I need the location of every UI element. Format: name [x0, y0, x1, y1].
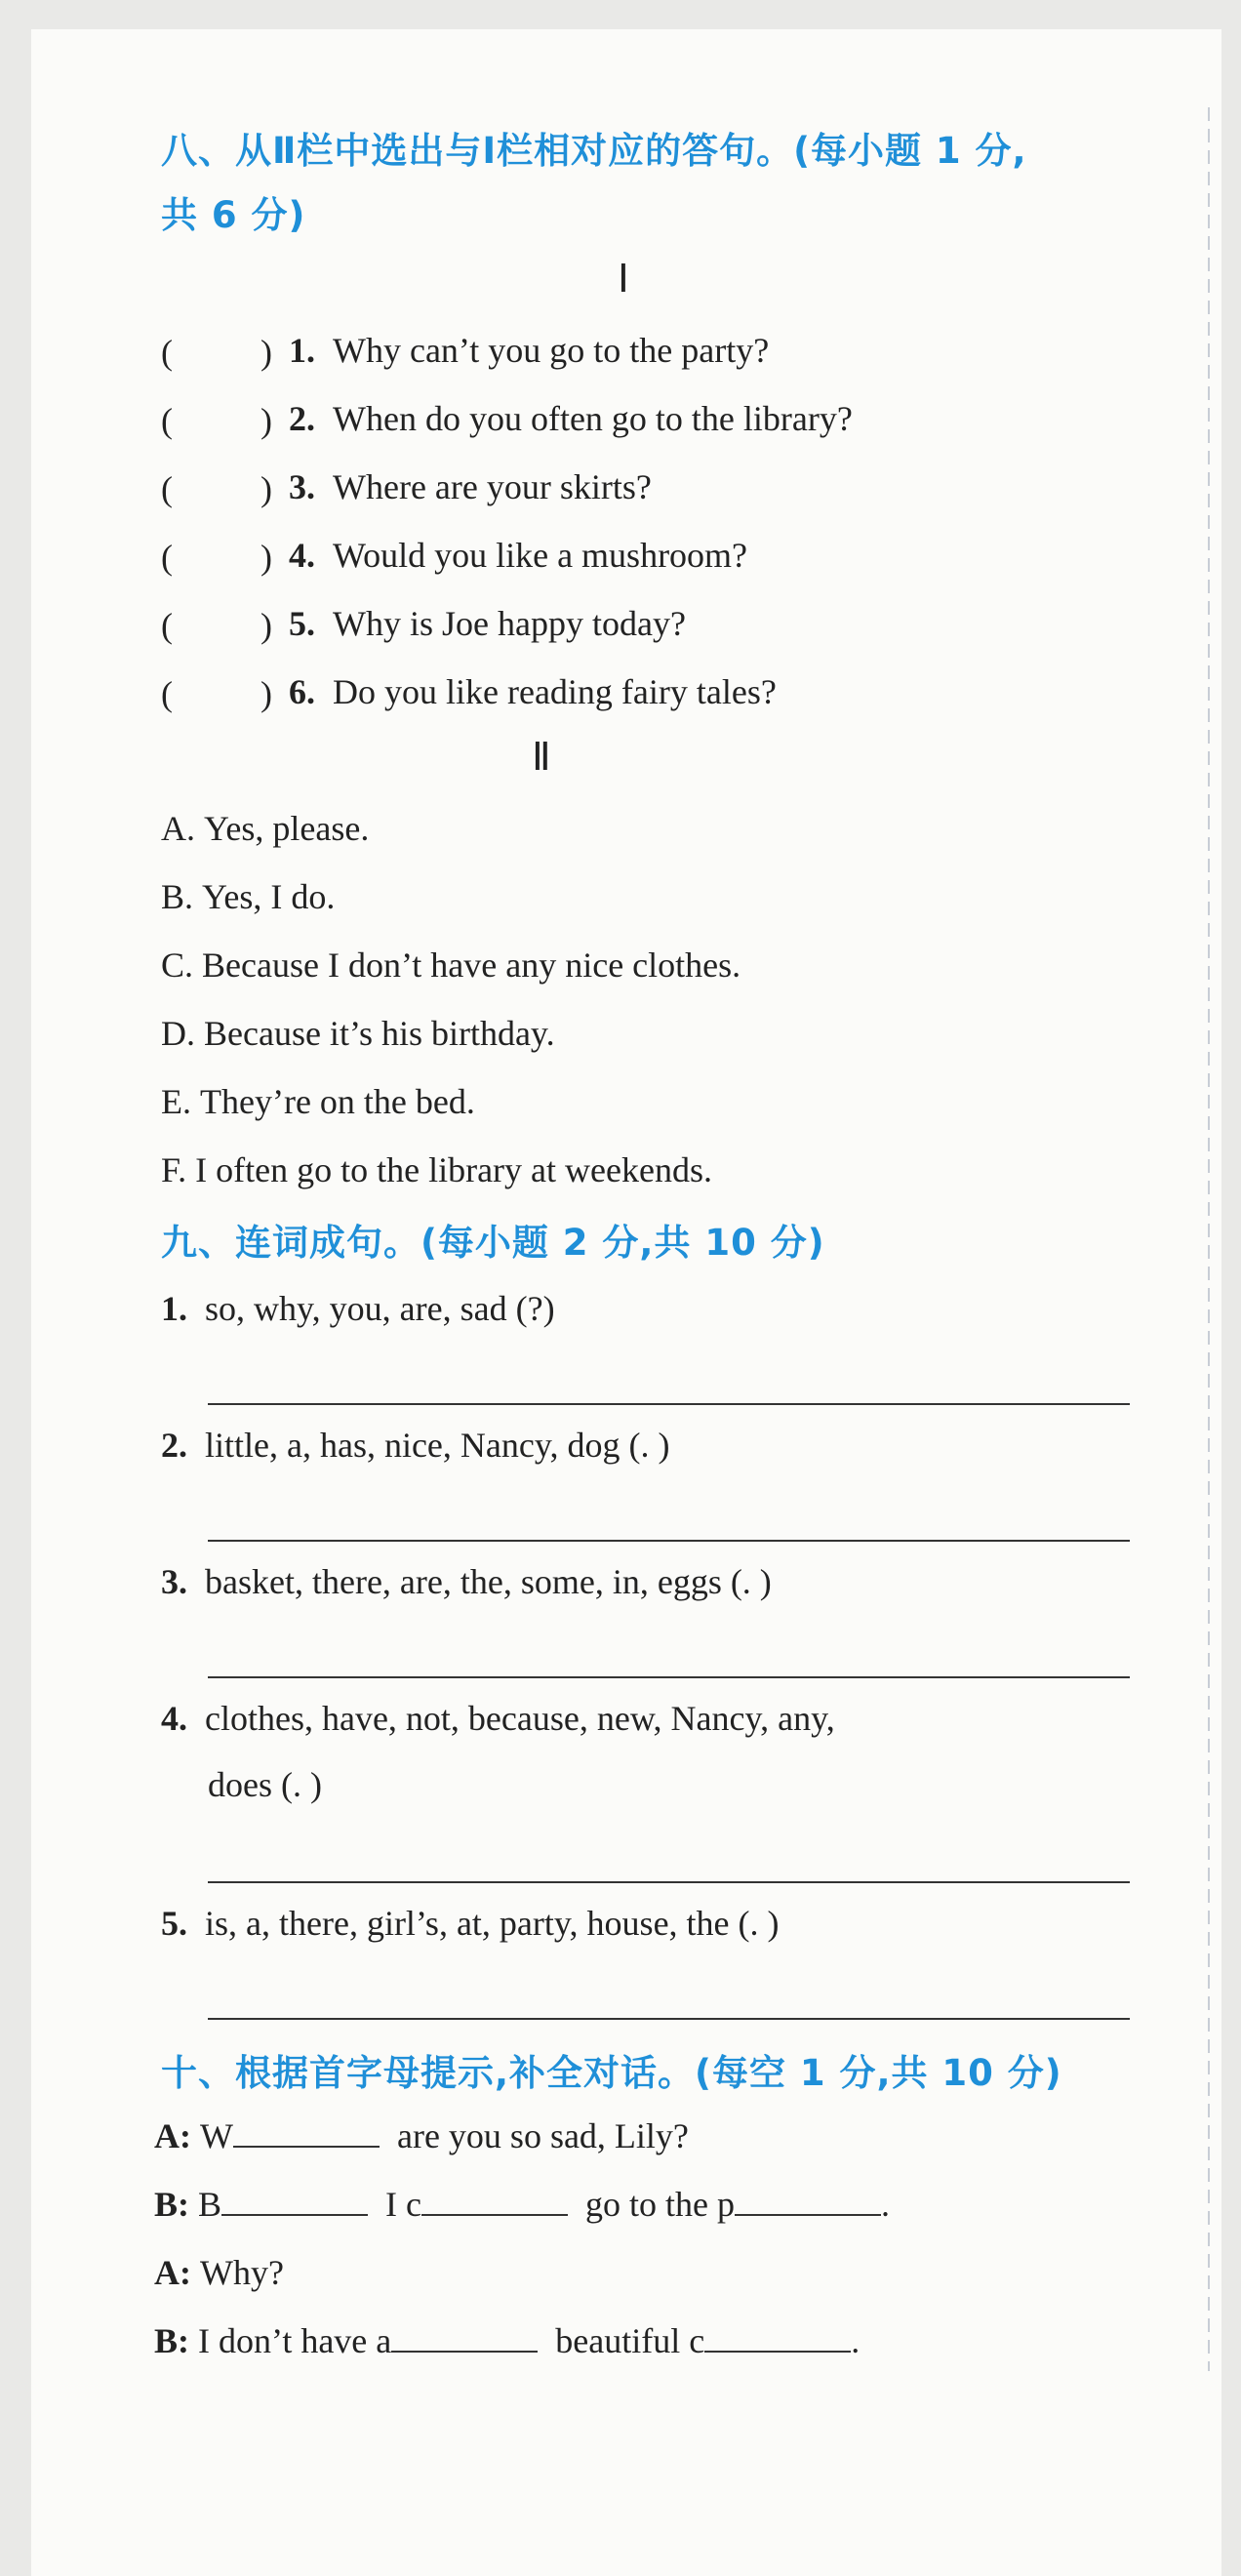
question-number: 4.	[289, 536, 315, 575]
answer-f	[161, 1149, 712, 1190]
answer-line-1[interactable]	[208, 1403, 1130, 1405]
page-edge-divider	[1208, 107, 1210, 2371]
dialogue-line-2	[154, 2184, 890, 2225]
question-number: 3.	[289, 467, 315, 506]
question-number: 2.	[289, 399, 315, 438]
reorder-item-4-continued: does (. )	[208, 1765, 322, 1804]
dialogue-text: Why?	[200, 2253, 284, 2292]
dialogue-text: I don’t have a	[198, 2321, 392, 2360]
question-text: Where are your skirts?	[333, 467, 652, 506]
dialogue-text: go to the p	[584, 2185, 735, 2224]
section9-title: 九、连词成句。(每小题 2 分,共 10 分)	[161, 1222, 825, 1264]
speaker-label: A:	[154, 2253, 191, 2292]
answer-letter: A.	[161, 809, 195, 848]
fill-blank[interactable]	[391, 2321, 538, 2353]
answer-line-3[interactable]	[208, 1676, 1130, 1678]
section8-title-line2: 共 6 分)	[161, 194, 306, 236]
question-1	[289, 330, 769, 371]
answer-text: They’re on the bed.	[200, 1082, 475, 1121]
question-number: 1.	[289, 331, 315, 370]
answer-line-2[interactable]	[208, 1540, 1130, 1542]
item-words: is, a, there, girl’s, at, party, house, the (. )	[205, 1904, 780, 1943]
answer-letter: D.	[161, 1014, 195, 1053]
item-words: so, why, you, are, sad (?)	[205, 1289, 555, 1328]
item-number: 1.	[161, 1289, 187, 1328]
question-number: 5.	[289, 604, 315, 643]
answer-line-4[interactable]	[208, 1881, 1130, 1883]
question-6	[289, 671, 777, 712]
answer-letter: C.	[161, 946, 194, 985]
fill-blank[interactable]	[233, 2116, 380, 2148]
item-number: 3.	[161, 1562, 187, 1601]
question-number: 6.	[289, 672, 315, 711]
fill-blank[interactable]	[221, 2185, 368, 2216]
column-one-heading: Ⅰ	[618, 257, 629, 301]
answer-a	[161, 808, 369, 849]
reorder-item-3	[161, 1561, 772, 1602]
dialogue-text: are you so sad, Lily?	[396, 2116, 689, 2155]
answer-letter: E.	[161, 1082, 191, 1121]
answer-b	[161, 876, 335, 917]
item-words: clothes, have, not, because, new, Nancy, any,	[205, 1699, 835, 1738]
question-text: Would you like a mushroom?	[333, 536, 748, 575]
answer-bracket-3[interactable]: ( )	[161, 469, 272, 508]
answer-bracket-1[interactable]: ( )	[161, 333, 272, 372]
question-3	[289, 466, 652, 507]
dialogue-text: beautiful c	[555, 2321, 705, 2360]
answer-text: Yes, please.	[204, 809, 370, 848]
answer-letter: B.	[161, 877, 194, 916]
answer-text: I often go to the library at weekends.	[195, 1150, 712, 1189]
reorder-item-1	[161, 1288, 555, 1329]
initial-letter: W	[200, 2116, 233, 2155]
item-number: 4.	[161, 1699, 187, 1738]
item-words: basket, there, are, the, some, in, eggs (. )	[205, 1562, 772, 1601]
item-number: 2.	[161, 1426, 187, 1465]
answer-c	[161, 945, 741, 986]
fill-blank[interactable]	[735, 2185, 881, 2216]
reorder-item-5	[161, 1903, 780, 1944]
answer-line-5[interactable]	[208, 2018, 1130, 2020]
column-two-heading: Ⅱ	[532, 735, 551, 779]
answer-bracket-4[interactable]: ( )	[161, 538, 272, 577]
initial-letter: B	[198, 2185, 222, 2224]
question-text: Why can’t you go to the party?	[333, 331, 770, 370]
fill-blank[interactable]	[421, 2185, 568, 2216]
answer-text: Yes, I do.	[202, 877, 336, 916]
question-text: Why is Joe happy today?	[333, 604, 686, 643]
answer-bracket-2[interactable]: ( )	[161, 401, 272, 440]
question-5	[289, 603, 686, 644]
section8-title-line1: 八、从Ⅱ栏中选出与Ⅰ栏相对应的答句。(每小题 1 分,	[161, 130, 1027, 172]
dialogue-line-1	[154, 2115, 689, 2156]
section10-title: 十、根据首字母提示,补全对话。(每空 1 分,共 10 分)	[161, 2052, 1062, 2094]
speaker-label: B:	[154, 2185, 189, 2224]
question-4	[289, 535, 747, 576]
answer-bracket-6[interactable]: ( )	[161, 674, 272, 713]
fill-blank[interactable]	[704, 2321, 851, 2353]
dialogue-line-3	[154, 2252, 284, 2293]
question-2	[289, 398, 853, 439]
dialogue-line-4	[154, 2320, 860, 2361]
answer-bracket-5[interactable]: ( )	[161, 606, 272, 645]
item-number: 5.	[161, 1904, 187, 1943]
answer-text: Because I don’t have any nice clothes.	[202, 946, 741, 985]
answer-text: Because it’s his birthday.	[204, 1014, 555, 1053]
punctuation: .	[880, 2185, 890, 2224]
question-text: Do you like reading fairy tales?	[333, 672, 777, 711]
answer-e	[161, 1081, 475, 1122]
answer-letter: F.	[161, 1150, 187, 1189]
reorder-item-4	[161, 1698, 835, 1739]
question-text: When do you often go to the library?	[333, 399, 853, 438]
item-words: little, a, has, nice, Nancy, dog (. )	[205, 1426, 670, 1465]
initial-letter: I c	[385, 2185, 421, 2224]
punctuation: .	[851, 2321, 861, 2360]
reorder-item-2	[161, 1425, 670, 1466]
speaker-label: B:	[154, 2321, 189, 2360]
answer-d	[161, 1013, 555, 1054]
speaker-label: A:	[154, 2116, 191, 2155]
